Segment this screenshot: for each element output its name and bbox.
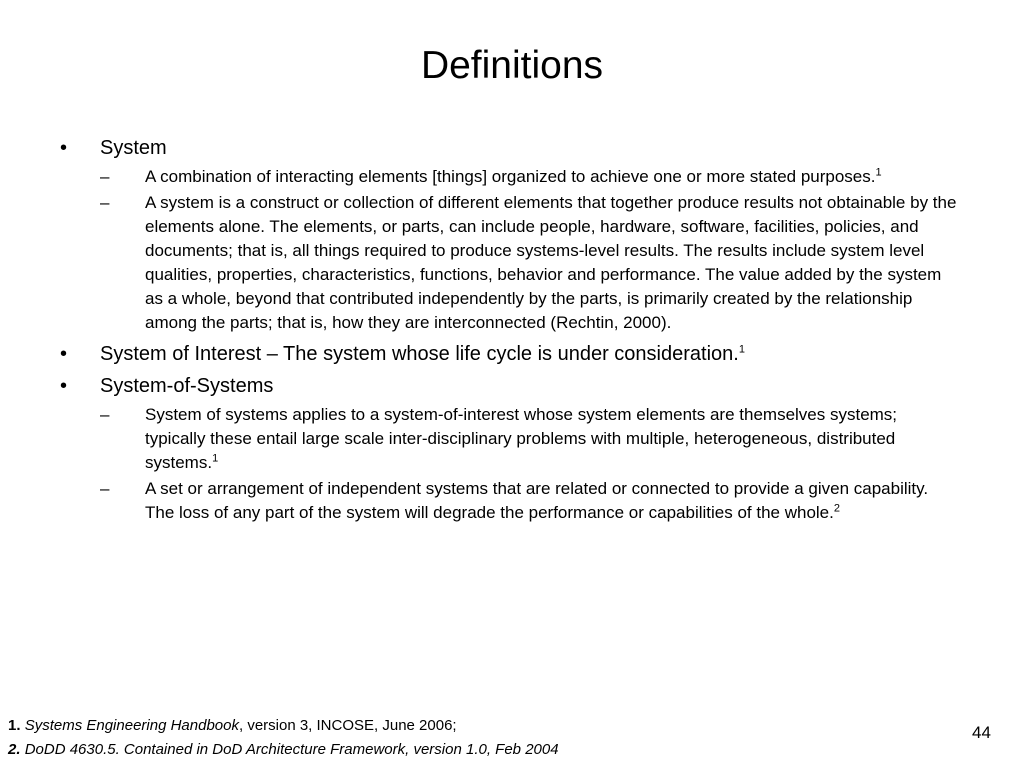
footnote-ref: 1 bbox=[875, 166, 882, 179]
sub-item-text: A combination of interacting elements [things] organized to achieve one or more stated purposes.$^1$ bbox=[145, 166, 882, 186]
bullet-item-system-of-systems bbox=[60, 373, 960, 525]
bullet-icon: • bbox=[60, 137, 68, 159]
footnote-source-details: , version 3, INCOSE, June 2006; bbox=[238, 717, 457, 734]
bullet-item-system-of-interest bbox=[60, 341, 960, 367]
footnote-number: 2. bbox=[8, 741, 21, 758]
sub-list bbox=[100, 165, 960, 335]
bullet-icon: • bbox=[60, 343, 68, 365]
dash-icon: – bbox=[100, 193, 110, 212]
footnote-ref: 1 bbox=[212, 452, 219, 465]
sub-item-text: System of systems applies to a system-of-interest whose system elements are themselves systems; typically these entail large scale inter-disciplinary problems with multiple, heterogeneous, distributed systems.$^1$ bbox=[145, 405, 898, 472]
slide-title: Definitions bbox=[420, 44, 604, 87]
dash-icon: – bbox=[100, 479, 110, 498]
sub-item-text: A set or arrangement of independent systems that are related or connected to provide a given capability. The loss of any part of the system will degrade the performance or capabilities of the whole.$^2$ bbox=[145, 479, 929, 522]
page-number: 44 bbox=[972, 723, 991, 742]
dash-icon: – bbox=[100, 167, 110, 186]
sub-item bbox=[100, 403, 960, 475]
footnote-source-text: DoDD 4630.5. Contained in DoD Architecture Framework, version 1.0, Feb 2004 bbox=[24, 741, 559, 758]
sub-item bbox=[100, 165, 960, 189]
bullet-text: System bbox=[100, 137, 167, 159]
footnotes bbox=[8, 714, 559, 762]
footnote-2 bbox=[8, 738, 559, 762]
bullet-text: System-of-Systems bbox=[100, 375, 274, 397]
footnote-ref: 1 bbox=[738, 343, 745, 356]
sub-item-text: A system is a construct or collection of different elements that together produce results not obtainable by the elements alone. The elements, or parts, can include people, hardware, software, facilities, policies, and documents; that is, all things required to produce systems-level results. The results include system level qualities, properties, characteristics, functions, behavior and performance. The value added by the system as a whole, beyond that contributed independently by the parts, is primarily created by the relationship among the parts; that is, how they are interconnected (Rechtin, 2000). bbox=[145, 193, 957, 332]
footnote-number: 1. bbox=[8, 717, 21, 734]
footnote-ref: 2 bbox=[833, 502, 840, 515]
sub-item bbox=[100, 477, 960, 525]
dash-icon: – bbox=[100, 405, 110, 424]
sub-item bbox=[100, 191, 960, 335]
footnote-source-title: Systems Engineering Handbook bbox=[24, 717, 239, 734]
footnote-1 bbox=[8, 714, 559, 738]
sub-list bbox=[100, 403, 960, 525]
bullet-icon: • bbox=[60, 375, 68, 397]
content-area bbox=[60, 135, 960, 525]
bullet-text: System of Interest – The system whose life cycle is under consideration.$^1$ bbox=[100, 343, 745, 365]
bullet-item-system bbox=[60, 135, 960, 335]
